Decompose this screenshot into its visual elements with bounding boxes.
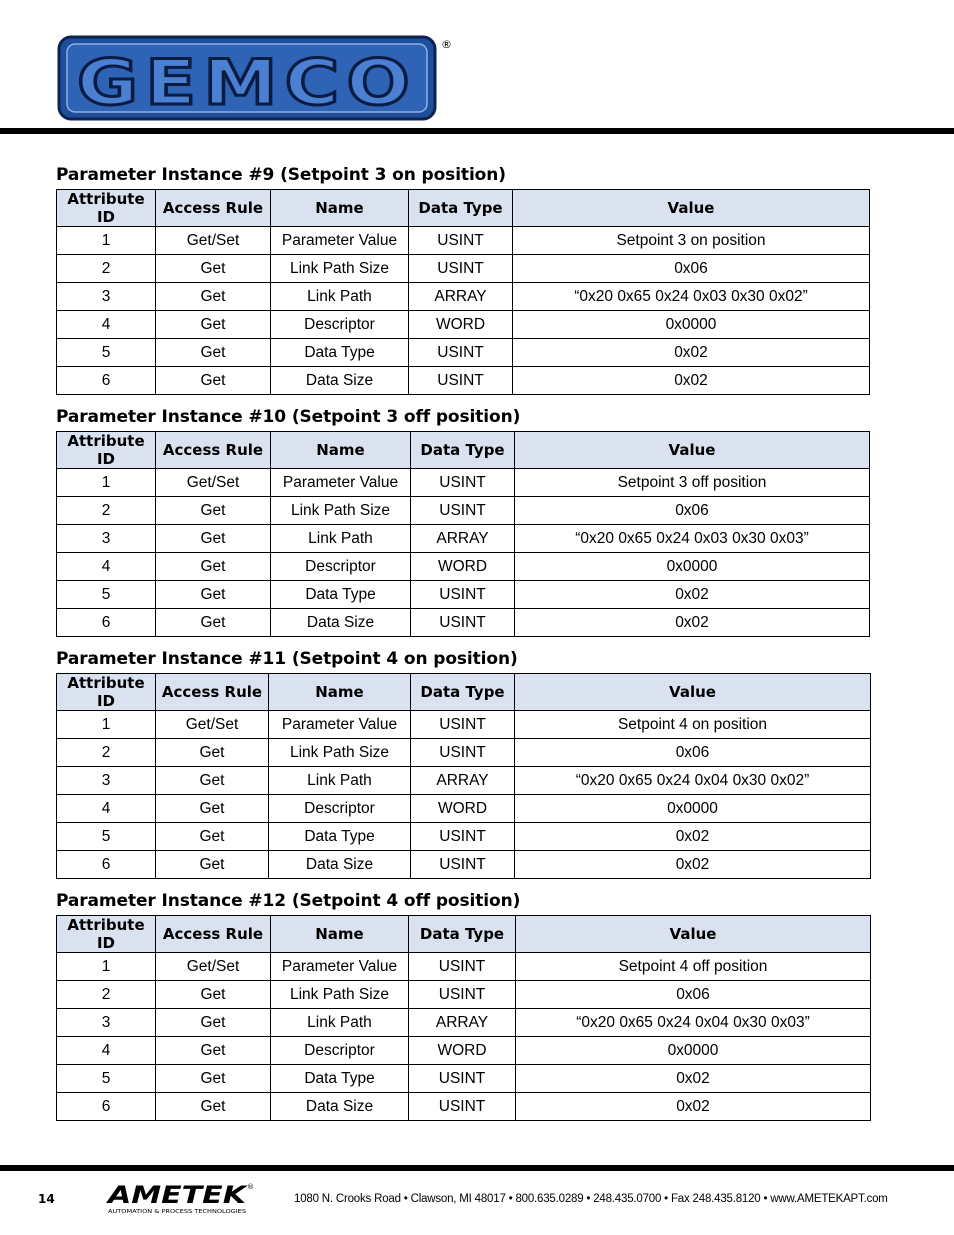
table-cell: 6 [57,367,156,395]
table-cell: 0x0000 [516,1037,871,1065]
table-cell: Setpoint 4 on position [515,711,871,739]
attribute-table [56,431,870,637]
table-cell: WORD [411,553,515,581]
column-header: Access Rule [156,916,271,953]
table-cell: Data Type [269,823,411,851]
table-cell: 2 [57,497,156,525]
table-row [57,767,871,795]
section-title: Parameter Instance #11 (Setpoint 4 on position) [56,649,518,669]
table-header-row [57,674,871,711]
table-cell: 4 [57,1037,156,1065]
table-cell: Setpoint 3 on position [513,227,870,255]
ametek-registered-mark: ® [247,1183,254,1191]
table-cell: Get [156,823,269,851]
column-header: Access Rule [156,432,271,469]
table-cell: USINT [411,609,515,637]
table-cell: USINT [409,981,516,1009]
table-cell: 0x02 [513,367,870,395]
column-header: Value [513,190,870,227]
table-cell: Link Path Size [271,255,409,283]
table-cell: 0x02 [515,581,870,609]
column-header: Data Type [411,432,515,469]
table-cell: 4 [57,311,156,339]
attribute-table [56,189,870,395]
table-cell: Get [156,739,269,767]
column-header: Name [269,674,411,711]
parameter-instance-section [56,164,870,395]
table-cell: 1 [57,711,156,739]
table-cell: Get/Set [156,953,271,981]
table-cell: Setpoint 3 off position [515,469,870,497]
table-cell: Get [156,1093,271,1121]
column-header: Attribute ID [57,190,156,227]
table-cell: Get [156,339,271,367]
table-row [57,953,871,981]
table-cell: Data Size [271,367,409,395]
column-header: Access Rule [156,674,269,711]
ametek-tagline: AUTOMATION & PROCESS TECHNOLOGIES [108,1209,247,1214]
table-cell: 1 [57,227,156,255]
table-cell: 0x02 [513,339,870,367]
table-cell: Link Path [271,1009,409,1037]
table-cell: Link Path [271,525,411,553]
ametek-logo-text: AMETEK [106,1181,250,1209]
table-cell: 4 [57,795,156,823]
table-header-row [57,190,870,227]
table-row [57,1093,871,1121]
table-cell: 0x02 [515,851,871,879]
table-cell: Data Size [271,1093,409,1121]
column-header: Attribute ID [57,916,156,953]
table-cell: 6 [57,851,156,879]
attribute-table [56,673,871,879]
column-header: Data Type [411,674,515,711]
ametek-logo [106,1180,256,1214]
table-row [57,1009,871,1037]
table-row [57,609,870,637]
column-header: Attribute ID [57,674,156,711]
table-cell: “0x20 0x65 0x24 0x03 0x30 0x02” [513,283,870,311]
table-cell: USINT [409,953,516,981]
section-title: Parameter Instance #10 (Setpoint 3 off position) [56,407,521,427]
table-cell: 2 [57,981,156,1009]
table-header-row [57,432,870,469]
table-cell: Link Path Size [271,497,411,525]
table-row [57,1037,871,1065]
table-cell: 3 [57,1009,156,1037]
table-cell: Get [156,1009,271,1037]
table-cell: WORD [411,795,515,823]
table-cell: USINT [411,851,515,879]
table-row [57,1065,871,1093]
table-row [57,227,870,255]
table-row [57,525,870,553]
table-row [57,497,870,525]
table-cell: 0x0000 [513,311,870,339]
table-cell: USINT [411,469,515,497]
table-cell: Get [156,255,271,283]
table-header-row [57,916,871,953]
table-cell: Get [156,311,271,339]
parameter-instance-section [56,406,870,637]
table-row [57,255,870,283]
table-cell: 2 [57,739,156,767]
table-cell: 5 [57,1065,156,1093]
table-cell: USINT [411,739,515,767]
table-cell: 0x06 [516,981,871,1009]
table-cell: 0x02 [516,1093,871,1121]
table-cell: ARRAY [411,525,515,553]
table-cell: Get [156,851,269,879]
header-rule [0,128,954,134]
footer-rule [0,1165,954,1171]
gemco-logo [57,34,452,124]
table-cell: Get [156,981,271,1009]
table-row [57,739,871,767]
column-header: Value [515,432,870,469]
table-cell: Get [156,553,271,581]
table-cell: Get [156,609,271,637]
table-cell: 5 [57,581,156,609]
table-cell: 0x06 [515,739,871,767]
table-cell: “0x20 0x65 0x24 0x03 0x30 0x03” [515,525,870,553]
column-header: Name [271,432,411,469]
table-cell: Get [156,525,271,553]
table-cell: USINT [411,497,515,525]
table-cell: Link Path [271,283,409,311]
column-header: Attribute ID [57,432,156,469]
table-row [57,851,871,879]
parameter-instance-section [56,890,871,1121]
table-cell: 0x0000 [515,795,871,823]
table-row [57,981,871,1009]
table-row [57,553,870,581]
table-cell: USINT [411,711,515,739]
table-cell: Get [156,1037,271,1065]
table-cell: WORD [409,311,513,339]
table-cell: Data Type [271,339,409,367]
table-row [57,823,871,851]
table-cell: Parameter Value [269,711,411,739]
table-cell: ARRAY [409,283,513,311]
table-cell: Data Type [271,1065,409,1093]
table-cell: USINT [409,255,513,283]
table-row [57,581,870,609]
table-cell: 0x02 [516,1065,871,1093]
table-cell: USINT [409,1065,516,1093]
table-cell: 1 [57,953,156,981]
table-cell: USINT [409,367,513,395]
table-cell: Parameter Value [271,953,409,981]
table-cell: 4 [57,553,156,581]
gemco-logo-text: GEMCO [77,46,417,119]
table-cell: Get/Set [156,469,271,497]
table-cell: USINT [411,823,515,851]
table-cell: Link Path Size [271,981,409,1009]
table-cell: Get [156,1065,271,1093]
table-cell: 0x06 [513,255,870,283]
table-cell: Descriptor [271,553,411,581]
table-cell: 0x02 [515,823,871,851]
table-cell: Get/Set [156,227,271,255]
table-cell: Parameter Value [271,469,411,497]
column-header: Data Type [409,916,516,953]
table-cell: 0x06 [515,497,870,525]
column-header: Access Rule [156,190,271,227]
table-cell: 2 [57,255,156,283]
table-cell: Data Size [269,851,411,879]
table-cell: Descriptor [271,311,409,339]
table-cell: Get [156,497,271,525]
table-cell: “0x20 0x65 0x24 0x04 0x30 0x02” [515,767,871,795]
table-cell: 0x02 [515,609,870,637]
table-cell: Data Size [271,609,411,637]
section-title: Parameter Instance #9 (Setpoint 3 on position) [56,165,506,185]
table-cell: Descriptor [269,795,411,823]
table-cell: 3 [57,525,156,553]
table-cell: Get [156,581,271,609]
table-cell: ARRAY [411,767,515,795]
table-row [57,339,870,367]
table-cell: Parameter Value [271,227,409,255]
table-cell: Setpoint 4 off position [516,953,871,981]
table-cell: 3 [57,283,156,311]
table-cell: Link Path [269,767,411,795]
column-header: Value [516,916,871,953]
parameter-instance-section [56,648,871,879]
table-cell: USINT [409,227,513,255]
table-row [57,367,870,395]
table-cell: 3 [57,767,156,795]
column-header: Name [271,916,409,953]
table-row [57,311,870,339]
section-title: Parameter Instance #12 (Setpoint 4 off position) [56,891,521,911]
table-cell: 6 [57,609,156,637]
table-cell: USINT [409,1093,516,1121]
table-cell: Link Path Size [269,739,411,767]
table-cell: ARRAY [409,1009,516,1037]
table-row [57,711,871,739]
column-header: Name [271,190,409,227]
table-cell: WORD [409,1037,516,1065]
footer-address: 1080 N. Crooks Road • Clawson, MI 48017 • 800.635.0289 • 248.435.0700 • Fax 248.435.8120 • www.AMETEKAPT.com [294,1193,888,1205]
table-cell: “0x20 0x65 0x24 0x04 0x30 0x03” [516,1009,871,1037]
table-cell: Get [156,767,269,795]
registered-mark: ® [441,38,452,51]
table-cell: USINT [409,339,513,367]
column-header: Value [515,674,871,711]
page-number: 14 [38,1192,55,1206]
table-row [57,469,870,497]
column-header: Data Type [409,190,513,227]
table-cell: Get/Set [156,711,269,739]
table-cell: Descriptor [271,1037,409,1065]
table-cell: 1 [57,469,156,497]
attribute-table [56,915,871,1121]
table-cell: USINT [411,581,515,609]
table-cell: Data Type [271,581,411,609]
table-cell: Get [156,283,271,311]
table-row [57,283,870,311]
table-cell: 5 [57,823,156,851]
table-cell: Get [156,795,269,823]
table-cell: 0x0000 [515,553,870,581]
table-cell: 5 [57,339,156,367]
table-cell: 6 [57,1093,156,1121]
table-row [57,795,871,823]
table-cell: Get [156,367,271,395]
